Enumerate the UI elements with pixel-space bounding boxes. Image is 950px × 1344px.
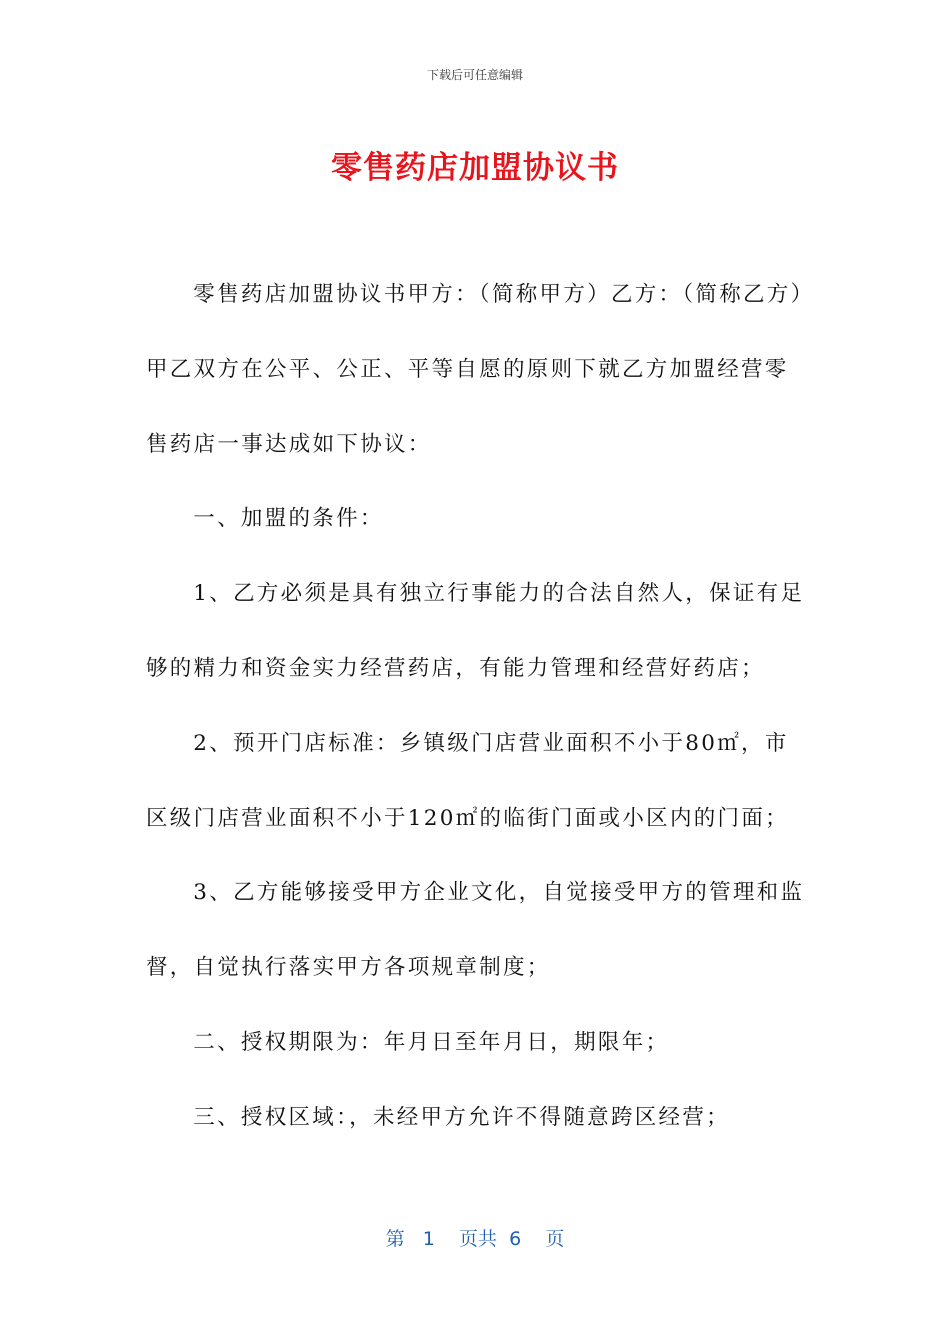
footer-prefix: 第 xyxy=(385,1228,405,1250)
footer-current-page: 1 xyxy=(422,1228,435,1250)
paragraph-section-3: 三、授权区域：，未经甲方允许不得随意跨区经营； xyxy=(193,1104,730,1130)
paragraph-section-2: 二、授权期限为：年月日至年月日，期限年； xyxy=(193,1029,670,1055)
paragraph-item-2: 2、预开门店标准：乡镇级门店营业面积不小于80㎡，市区级门店营业面积不小于120㎡的临街门面或小区内的门面； xyxy=(146,730,789,831)
footer-total-pages: 6 xyxy=(509,1228,522,1250)
page-footer xyxy=(0,1224,950,1251)
footer-middle: 页共 xyxy=(459,1228,498,1250)
document-body xyxy=(146,258,808,1156)
paragraph-item-3: 3、乙方能够接受甲方企业文化，自觉接受甲方的管理和监督，自觉执行落实甲方各项规章制度； xyxy=(146,880,805,981)
paragraph-intro: 零售药店加盟协议书甲方：（简称甲方）乙方：（简称乙方）甲乙双方在公平、公正、平等自愿的原则下就乙方加盟经营零售药店一事达成如下协议： xyxy=(146,282,804,457)
header-note: 下载后可任意编辑 xyxy=(426,68,523,82)
paragraph-section-1-heading: 一、加盟的条件： xyxy=(193,506,384,532)
document-title: 零售药店加盟协议书 xyxy=(331,150,619,186)
paragraph-item-1: 1、乙方必须是具有独立行事能力的合法自然人，保证有足够的精力和资金实力经营药店，有能力管理和经营好药店； xyxy=(146,581,805,681)
footer-suffix: 页 xyxy=(545,1228,565,1250)
